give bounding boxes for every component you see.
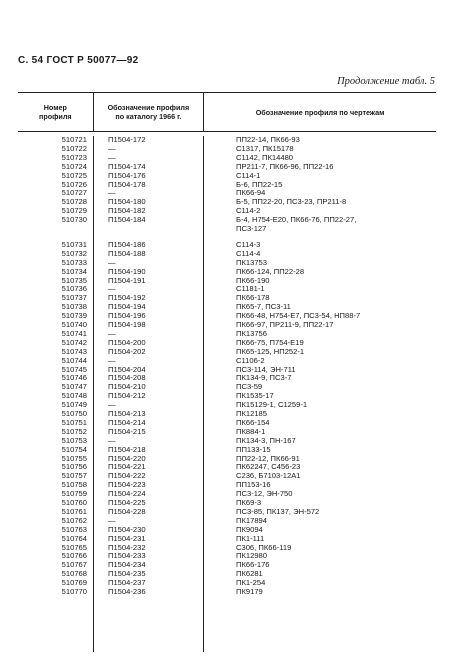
catalog-designation-cell: П1504-233 xyxy=(108,551,146,561)
drawing-designation-cell: ПК9094 xyxy=(236,524,263,534)
drawing-designation-cell: ПК66-94 xyxy=(236,188,266,198)
profile-number-cell: 510766 xyxy=(61,551,87,561)
catalog-designation-cell: П1504-190 xyxy=(108,266,146,276)
drawing-designation-cell: ПП153-16 xyxy=(236,480,271,490)
drawing-designation-cell: ПК66-176 xyxy=(236,560,270,570)
catalog-designation-cell: — xyxy=(108,328,116,338)
catalog-designation-cell: П1504-220 xyxy=(108,453,146,463)
catalog-designation-cell: П1504-176 xyxy=(108,170,146,180)
catalog-designation-cell: П1504-192 xyxy=(108,293,146,303)
profile-number-cell: 510746 xyxy=(61,373,87,383)
profile-number-cell: 510751 xyxy=(61,417,87,427)
catalog-designation-cell: — xyxy=(108,152,116,162)
profile-number-cell: 510726 xyxy=(61,179,87,189)
drawing-designation-cell: ПС3-114, ЭН-711 xyxy=(236,364,296,374)
drawing-designation-cell: С1106-2 xyxy=(236,355,265,365)
profile-number-cell: 510747 xyxy=(61,382,87,392)
catalog-designation-cell: П1504-172 xyxy=(108,135,146,144)
catalog-designation-cell: П1504-230 xyxy=(108,524,146,534)
drawing-designation-cell: ПК69-3 xyxy=(236,498,262,507)
profile-number-cell: 510721 xyxy=(61,135,87,144)
profile-number-cell: 510757 xyxy=(61,471,87,481)
catalog-designation-cell: П1504-198 xyxy=(108,320,146,329)
profile-number-cell: 510752 xyxy=(61,426,87,436)
catalog-designation-cell: П1504-234 xyxy=(108,560,146,570)
drawing-designation-cell: ПК65-7, ПС3-11 xyxy=(236,302,291,312)
drawing-designation-cell: Б-6, ПП22-15 xyxy=(236,179,283,189)
profile-table xyxy=(18,92,436,652)
column-header-drawing-designation: Обозначение профиля по чертежам xyxy=(255,107,385,117)
continuation-note: Продолжение табл. 5 xyxy=(337,76,435,87)
drawing-designation-cell: С1181-1 xyxy=(236,284,265,294)
page-header: С. 54 ГОСТ Р 50077—92 xyxy=(18,55,139,66)
drawing-designation-cell: ПС3-127 xyxy=(236,224,267,233)
drawing-designation-cell: ПК12980 xyxy=(236,551,267,561)
drawing-designation-cell: ПК1-254 xyxy=(236,578,266,588)
profile-number-cell: 510749 xyxy=(61,400,87,410)
catalog-designation-cell: — xyxy=(108,188,116,198)
catalog-designation-cell: П1504-225 xyxy=(108,498,146,507)
drawing-designation-cell: ПК134-9, ПС3-7 xyxy=(236,373,292,383)
catalog-designation-cell: П1504-224 xyxy=(108,489,146,499)
catalog-designation-cell: П1504-208 xyxy=(108,373,146,383)
profile-number-cell: 510734 xyxy=(61,266,87,276)
profile-number-cell: 510724 xyxy=(61,161,87,171)
profile-number-cell: 510765 xyxy=(61,542,87,552)
profile-number-cell: 510756 xyxy=(61,462,87,472)
catalog-designation-cell: П1504-232 xyxy=(108,542,146,552)
profile-number-cell: 510767 xyxy=(61,560,87,570)
profile-number-cell: 510738 xyxy=(61,302,87,312)
profile-number-cell: 510760 xyxy=(61,498,87,507)
profile-number-cell: 510761 xyxy=(61,506,87,516)
catalog-designation-cell: — xyxy=(108,435,116,445)
profile-number-cell: 510759 xyxy=(61,489,87,499)
column-header-catalog-designation: Обозначение профиля по каталогу 1966 г. xyxy=(94,93,204,131)
catalog-designation-cell: П1504-210 xyxy=(108,382,146,392)
profile-number-cell: 510731 xyxy=(61,239,87,249)
profile-number-cell: 510769 xyxy=(61,578,87,588)
drawing-designation-cell: ПК1535-17 xyxy=(236,391,274,401)
drawing-designation-cell: ПК13756 xyxy=(236,328,267,338)
drawing-designation-cell: ПС3-85, ПК137, ЭН-572 xyxy=(236,506,320,516)
catalog-designation-cell: П1504-236 xyxy=(108,587,146,596)
profile-number-cell: 510729 xyxy=(61,206,87,216)
profile-number-cell: 510730 xyxy=(61,215,87,225)
profile-number-cell: 510739 xyxy=(61,311,87,321)
profile-number-cell: 510740 xyxy=(61,320,87,329)
profile-number-cell: 510727 xyxy=(61,188,87,198)
catalog-designation-cell: П1504-174 xyxy=(108,161,146,171)
drawing-designation-cell: Б-4, Н754-Е20, ПК66-76, ПП22-27, xyxy=(236,215,357,225)
profile-number-cell: 510768 xyxy=(61,569,87,579)
catalog-designation-cell: П1504-215 xyxy=(108,426,146,436)
profile-number-cell: 510732 xyxy=(61,248,87,258)
catalog-designation-cell: П1504-218 xyxy=(108,444,146,454)
profile-number-cell: 510755 xyxy=(61,453,87,463)
drawing-designation-cell: ПП22-14, ПК66-93 xyxy=(236,135,300,144)
profile-number-cell: 510733 xyxy=(61,257,87,267)
catalog-designation-cell: П1504-200 xyxy=(108,337,146,347)
profile-number-cell: 510737 xyxy=(61,293,87,303)
profile-number-cell: 510770 xyxy=(61,587,87,596)
profile-number-cell: 510723 xyxy=(61,152,87,162)
catalog-designation-cell: — xyxy=(108,257,116,267)
profile-number-cell: 510728 xyxy=(61,197,87,207)
catalog-designation-cell: П1504-231 xyxy=(108,533,146,543)
catalog-designation-cell: П1504-213 xyxy=(108,409,146,418)
drawing-designation-cell: ПК65-125, НП252-1 xyxy=(236,346,305,356)
catalog-designation-cell: П1504-184 xyxy=(108,215,146,225)
catalog-designation-cell: П1504-202 xyxy=(108,346,146,356)
catalog-designation-cell: П1504-186 xyxy=(108,239,146,249)
profile-number-cell: 510758 xyxy=(61,480,87,490)
profile-number-cell: 510735 xyxy=(61,275,87,285)
drawing-designation-cell: ПК66-48, Н754-Е7, ПС3-54, НП88-7 xyxy=(236,311,361,321)
drawing-designation-cell: С114-3 xyxy=(236,239,261,249)
catalog-designation-cell: П1504-182 xyxy=(108,206,146,216)
profile-number-cell: 510722 xyxy=(61,143,87,153)
drawing-designation-cell: ПК1-111 xyxy=(236,533,265,543)
drawing-designation-cell: ПС3-12, ЭН-750 xyxy=(236,489,293,499)
catalog-designation-cell: П1504-222 xyxy=(108,471,146,481)
catalog-designation-cell: П1504-188 xyxy=(108,248,146,258)
drawing-designation-cell: ПК6281 xyxy=(236,569,263,579)
catalog-designation-cell: П1504-180 xyxy=(108,197,146,207)
catalog-designation-column xyxy=(93,136,204,652)
catalog-designation-cell: — xyxy=(108,515,116,525)
drawing-designation-cell: ПК66-190 xyxy=(236,275,270,285)
drawing-designation-cell: С114-4 xyxy=(236,248,261,258)
table-header xyxy=(18,93,436,132)
catalog-designation-cell: — xyxy=(108,143,116,153)
profile-number-cell: 510742 xyxy=(61,337,87,347)
table-body xyxy=(18,132,436,652)
catalog-designation-cell: П1504-194 xyxy=(108,302,146,312)
drawing-designation-cell: ПК9179 xyxy=(236,587,263,596)
catalog-designation-cell: П1504-212 xyxy=(108,391,146,401)
drawing-designation-column xyxy=(203,136,436,652)
drawing-designation-cell: ПК66-75, П754-Е19 xyxy=(236,337,304,347)
drawing-designation-cell: ПК66-154 xyxy=(236,417,270,427)
catalog-designation-cell: П1504-228 xyxy=(108,506,146,516)
catalog-designation-cell: П1504-223 xyxy=(108,480,146,490)
profile-number-cell: 510753 xyxy=(61,435,87,445)
drawing-designation-cell: ПК12185 xyxy=(236,409,267,418)
catalog-designation-cell: П1504-191 xyxy=(108,275,146,285)
profile-number-cell: 510754 xyxy=(61,444,87,454)
profile-number-cell: 510736 xyxy=(61,284,87,294)
catalog-designation-cell: — xyxy=(108,400,116,410)
catalog-designation-cell: П1504-235 xyxy=(108,569,146,579)
drawing-designation-cell: С236, Б7103-12А1 xyxy=(236,471,301,481)
drawing-designation-cell: Б-5, ПП22-20, ПС3-23, ПР211-8 xyxy=(236,197,347,207)
profile-number-column xyxy=(18,136,94,652)
profile-number-cell: 510741 xyxy=(61,328,87,338)
profile-number-cell: 510748 xyxy=(61,391,87,401)
catalog-designation-cell: П1504-214 xyxy=(108,417,146,427)
drawing-designation-cell: ПК66-124, ПП22-28 xyxy=(236,266,305,276)
catalog-designation-cell: П1504-221 xyxy=(108,462,146,472)
profile-number-cell: 510762 xyxy=(61,515,87,525)
drawing-designation-cell: ПК17894 xyxy=(236,515,267,525)
catalog-designation-cell: — xyxy=(108,284,116,294)
drawing-designation-cell: ПК134-3, ПН-167 xyxy=(236,435,296,445)
profile-number-cell: 510744 xyxy=(61,355,87,365)
drawing-designation-cell: С306, ПК66-119 xyxy=(236,542,292,552)
drawing-designation-cell: ПС3-59 xyxy=(236,382,263,392)
drawing-designation-cell: С114-2 xyxy=(236,206,261,216)
drawing-designation-cell: ПП133-15 xyxy=(236,444,271,454)
drawing-designation-cell: ПК884-1 xyxy=(236,426,266,436)
drawing-designation-cell: ПК66-178 xyxy=(236,293,270,303)
drawing-designation-cell: С1142, ПК14480 xyxy=(236,152,294,162)
profile-number-cell: 510764 xyxy=(61,533,87,543)
catalog-designation-cell: П1504-178 xyxy=(108,179,146,189)
catalog-designation-cell: П1504-196 xyxy=(108,311,146,321)
drawing-designation-cell: ПК15129-1, С1259-1 xyxy=(236,400,308,410)
catalog-designation-cell: П1504-237 xyxy=(108,578,146,588)
profile-number-cell: 510743 xyxy=(61,346,87,356)
drawing-designation-cell: С114-1 xyxy=(236,170,261,180)
catalog-designation-cell: П1504-204 xyxy=(108,364,146,374)
catalog-designation-cell: — xyxy=(108,355,116,365)
profile-number-cell: 510725 xyxy=(61,170,87,180)
drawing-designation-cell: С1317, ПК15178 xyxy=(236,143,294,153)
profile-number-cell: 510745 xyxy=(61,364,87,374)
drawing-designation-cell: ПК66-97, ПР211-9, ПП22-17 xyxy=(236,320,334,329)
profile-number-cell: 510750 xyxy=(61,409,87,418)
drawing-designation-cell: ПК62247, С456-23 xyxy=(236,462,301,472)
drawing-designation-cell: ПК13753 xyxy=(236,257,267,267)
profile-number-cell: 510763 xyxy=(61,524,87,534)
drawing-designation-cell: ПР211-7, ПК66-96, ПП22-16 xyxy=(236,161,334,171)
column-header-profile-number: Номер профиля xyxy=(18,93,94,131)
drawing-designation-cell: ПП22-12, ПК66-91 xyxy=(236,453,300,463)
